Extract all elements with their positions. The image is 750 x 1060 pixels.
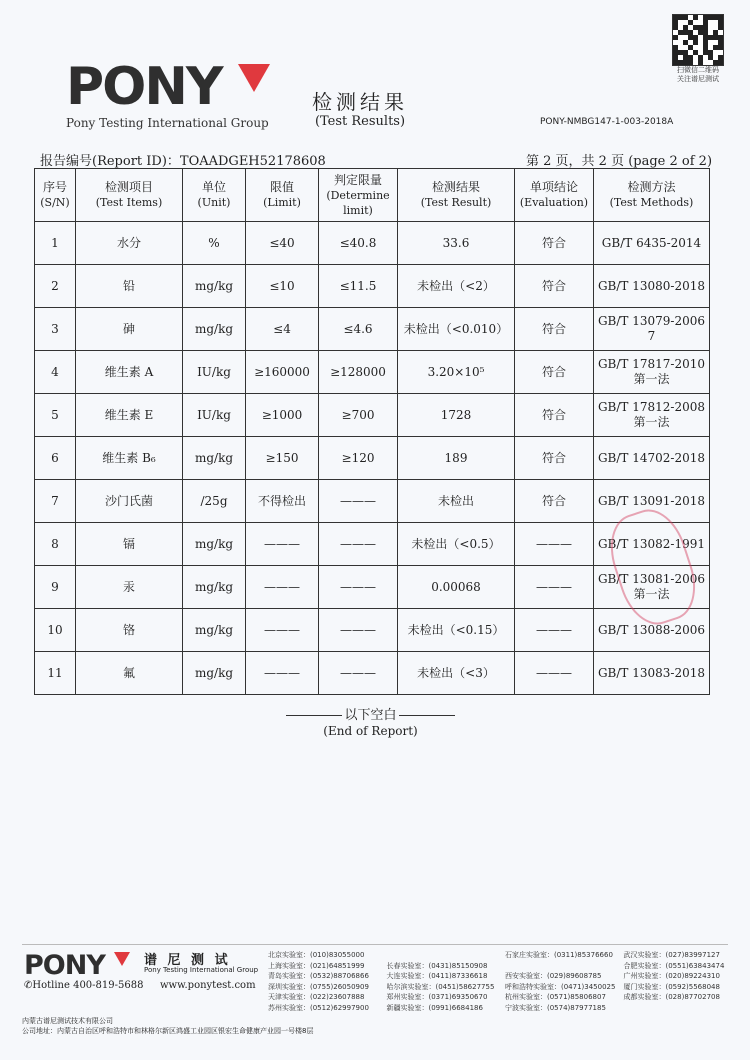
cell-determine: ——— (319, 523, 398, 566)
lab-contact: 呼和浩特实验室：(0471)3450025 (505, 982, 616, 991)
cell-item: 氟 (76, 652, 183, 695)
cell-sn: 4 (35, 351, 76, 394)
lab-contact: 杭州实验室：(0571)85806807 (505, 993, 606, 1002)
cell-evaluation: 符合 (515, 222, 594, 265)
cell-evaluation: 符合 (515, 437, 594, 480)
report-id: 报告编号(Report ID)：TOAADGEH52178608 (40, 154, 326, 169)
cell-evaluation: ——— (515, 523, 594, 566)
column-header: 单位 (Unit) (183, 169, 246, 222)
cell-determine: ≥128000 (319, 351, 398, 394)
column-header: 检测结果 (Test Result) (398, 169, 515, 222)
lab-contact: 郑州实验室：(0371)69350670 (386, 993, 488, 1002)
cell-item: 沙门氏菌 (76, 480, 183, 523)
cell-determine: ——— (319, 480, 398, 523)
cell-determine: ≤40.8 (319, 222, 398, 265)
cell-sn: 11 (35, 652, 76, 695)
lab-contact: 哈尔滨实验室：(0451)58627755 (386, 982, 495, 991)
cell-sn: 3 (35, 308, 76, 351)
phone-icon: ✆ (24, 980, 33, 991)
website-link[interactable]: www.ponytest.com (160, 980, 256, 991)
cell-determine: ≤4.6 (319, 308, 398, 351)
cell-item: 水分 (76, 222, 183, 265)
document-title-en: (Test Results) (314, 114, 406, 129)
lab-contact (624, 1003, 739, 1014)
qr-code (672, 14, 724, 66)
cell-unit: mg/kg (183, 265, 246, 308)
cell-sn: 10 (35, 609, 76, 652)
cell-item: 维生素 E (76, 394, 183, 437)
column-header: 序号 (S/N) (35, 169, 76, 222)
cell-result: 未检出（<0.5） (398, 523, 515, 566)
lab-contact (505, 961, 620, 972)
cell-determine: ——— (319, 566, 398, 609)
cell-unit: mg/kg (183, 652, 246, 695)
cell-result: 3.20×10⁵ (398, 351, 515, 394)
cell-limit: ≥1000 (246, 394, 319, 437)
lab-contact: 新疆实验室：(0991)6684186 (386, 1003, 483, 1012)
cell-sn: 9 (35, 566, 76, 609)
cell-method: GB/T 13091-2018 (594, 480, 710, 523)
footer-divider (22, 944, 728, 945)
lab-contact: 上海实验室：(021)64851999 (268, 961, 365, 970)
cell-sn: 2 (35, 265, 76, 308)
test-results-table (34, 168, 710, 695)
hotline: ✆Hotline 400-819-5688 (24, 980, 144, 991)
table-row (35, 308, 710, 351)
table-row (35, 480, 710, 523)
cell-result: 189 (398, 437, 515, 480)
lab-contact: 合肥实验室：(0551)63843474 (623, 961, 725, 970)
table-row (35, 222, 710, 265)
cell-evaluation: ——— (515, 566, 594, 609)
lab-contact: 北京实验室：(010)83055000 (268, 951, 365, 959)
cell-item: 维生素 B₆ (76, 437, 183, 480)
cell-evaluation: 符合 (515, 351, 594, 394)
cell-result: 未检出（<3） (398, 652, 515, 695)
table-header-row (35, 169, 710, 222)
lab-contact: 武汉实验室：(027)83997127 (623, 951, 720, 959)
cell-limit: ≤40 (246, 222, 319, 265)
table-row (35, 351, 710, 394)
cell-result: 33.6 (398, 222, 515, 265)
cell-determine: ——— (319, 609, 398, 652)
qr-caption: 扫微信二维码 关注谱尼测试 (677, 66, 719, 83)
cell-item: 维生素 A (76, 351, 183, 394)
lab-contact: 成都实验室：(028)87702708 (623, 993, 720, 1002)
lab-contact: 大连实验室：(0411)87336618 (386, 972, 488, 981)
footer-brand-en: Pony Testing International Group (144, 966, 259, 974)
column-header: 判定限量 (Determine limit) (319, 169, 398, 222)
cell-sn: 7 (35, 480, 76, 523)
cell-limit: ≥160000 (246, 351, 319, 394)
cell-method: GB/T 13083-2018 (594, 652, 710, 695)
cell-limit: ≤10 (246, 265, 319, 308)
cell-evaluation: ——— (515, 652, 594, 695)
cell-method: GB/T 13080-2018 (594, 265, 710, 308)
column-header: 限值 (Limit) (246, 169, 319, 222)
cell-unit: mg/kg (183, 523, 246, 566)
pony-logo: PONY (66, 57, 222, 117)
cell-limit: ——— (246, 523, 319, 566)
cell-item: 铅 (76, 265, 183, 308)
cell-limit: ——— (246, 609, 319, 652)
document-code: PONY-NMBG147-1-003-2018A (540, 117, 674, 127)
lab-contact: 宁波实验室：(0574)87977185 (505, 1003, 606, 1012)
cell-item: 砷 (76, 308, 183, 351)
cell-sn: 6 (35, 437, 76, 480)
cell-unit: IU/kg (183, 351, 246, 394)
lab-contact: 厦门实验室：(0592)5568048 (623, 982, 720, 991)
column-header: 单项结论 (Evaluation) (515, 169, 594, 222)
cell-item: 铬 (76, 609, 183, 652)
cell-result: 1728 (398, 394, 515, 437)
logo-red-triangle (238, 64, 270, 92)
footer-logo-triangle (114, 952, 130, 966)
cell-unit: mg/kg (183, 609, 246, 652)
lab-contact: 苏州实验室：(0512)62997900 (268, 1003, 369, 1012)
cell-evaluation: 符合 (515, 480, 594, 523)
cell-unit: % (183, 222, 246, 265)
table-row (35, 523, 710, 566)
lab-contact: 石家庄实验室：(0311)85376660 (505, 951, 613, 959)
table-row (35, 566, 710, 609)
table-row (35, 394, 710, 437)
cell-evaluation: 符合 (515, 265, 594, 308)
lab-contact: 青岛实验室：(0532)88706866 (268, 972, 369, 981)
lab-contact: 深圳实验室：(0755)26050909 (268, 982, 369, 991)
cell-method: GB/T 17817-2010 第一法 (594, 351, 710, 394)
cell-method: GB/T 13082-1991 (594, 523, 710, 566)
cell-item: 镉 (76, 523, 183, 566)
table-row (35, 265, 710, 308)
cell-evaluation: 符合 (515, 308, 594, 351)
cell-determine: ≤11.5 (319, 265, 398, 308)
cell-result: 未检出（<2） (398, 265, 515, 308)
column-header: 检测项目 (Test Items) (76, 169, 183, 222)
cell-determine: ≥700 (319, 394, 398, 437)
column-header: 检测方法 (Test Methods) (594, 169, 710, 222)
end-of-report: 以下空白 (278, 704, 463, 723)
cell-limit: ≤4 (246, 308, 319, 351)
lab-contact (387, 950, 502, 961)
cell-result: 0.00068 (398, 566, 515, 609)
cell-sn: 5 (35, 394, 76, 437)
cell-evaluation: 符合 (515, 394, 594, 437)
company-name: 内蒙古谱尼测试技术有限公司 (22, 1017, 113, 1025)
cell-limit: ——— (246, 652, 319, 695)
lab-contact: 天津实验室：(022)23607888 (268, 993, 365, 1002)
cell-method: GB/T 13079-2006 7 (594, 308, 710, 351)
cell-unit: IU/kg (183, 394, 246, 437)
cell-unit: mg/kg (183, 566, 246, 609)
cell-method: GB/T 6435-2014 (594, 222, 710, 265)
cell-sn: 1 (35, 222, 76, 265)
cell-method: GB/T 14702-2018 (594, 437, 710, 480)
footer-logo: PONY (24, 950, 105, 981)
cell-result: 未检出（<0.010） (398, 308, 515, 351)
table-row (35, 609, 710, 652)
cell-unit: /25g (183, 480, 246, 523)
cell-evaluation: ——— (515, 609, 594, 652)
cell-method: GB/T 17812-2008 第一法 (594, 394, 710, 437)
lab-contact: 长春实验室：(0431)85150908 (386, 961, 488, 970)
group-name: Pony Testing International Group (66, 116, 269, 130)
end-of-report-en: (End of Report) (323, 724, 418, 738)
cell-determine: ——— (319, 652, 398, 695)
cell-result: 未检出（<0.15） (398, 609, 515, 652)
cell-limit: ≥150 (246, 437, 319, 480)
cell-unit: mg/kg (183, 437, 246, 480)
page-info: 第 2 页，共 2 页 (page 2 of 2) (526, 154, 713, 169)
lab-contact: 西安实验室：(029)89608785 (505, 972, 602, 981)
cell-limit: ——— (246, 566, 319, 609)
cell-method: GB/T 13081-2006 第一法 (594, 566, 710, 609)
document-title: 检测结果 (312, 90, 408, 114)
table-row (35, 652, 710, 695)
cell-result: 未检出 (398, 480, 515, 523)
cell-unit: mg/kg (183, 308, 246, 351)
lab-contact-list (268, 950, 738, 1014)
company-address: 公司地址：内蒙古自治区呼和浩特市和林格尔新区鸿盛工业园区银宏生命健康产业园一号楼8层 (22, 1027, 314, 1035)
cell-determine: ≥120 (319, 437, 398, 480)
table-row (35, 437, 710, 480)
cell-item: 汞 (76, 566, 183, 609)
cell-limit: 不得检出 (246, 480, 319, 523)
footer-brand-cn: 谱 尼 测 试 (144, 953, 231, 968)
cell-sn: 8 (35, 523, 76, 566)
cell-method: GB/T 13088-2006 (594, 609, 710, 652)
lab-contact: 广州实验室：(020)89224310 (623, 972, 720, 981)
